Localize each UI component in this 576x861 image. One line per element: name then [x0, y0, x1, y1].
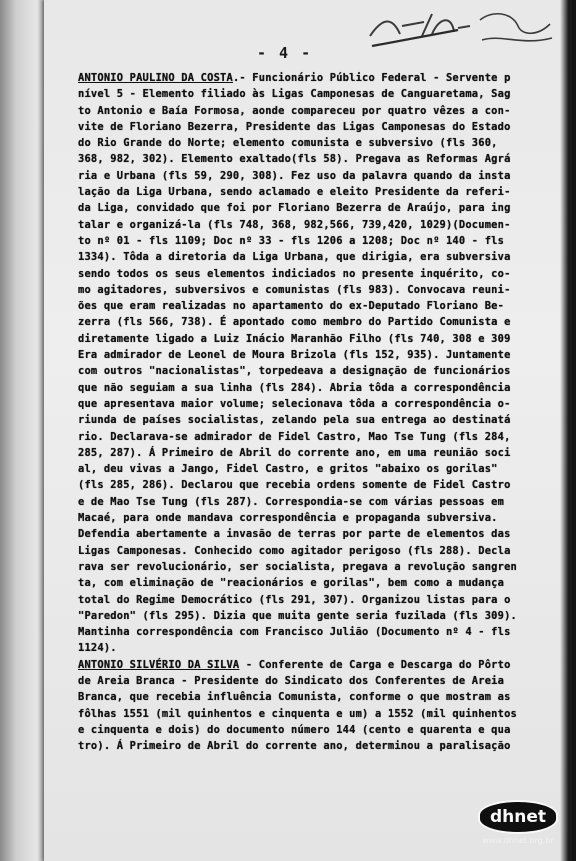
text-line [78, 233, 568, 249]
line-text: que apresentava maior volume; selecionava tôda a correspondência o- [78, 397, 511, 410]
page-number: - 4 - [257, 44, 313, 62]
text-line [78, 543, 568, 559]
line-text: do Rio Grande do Norte; elemento comunista e subversivo (fls 360, [78, 137, 498, 150]
text-line [78, 396, 568, 412]
text-line [78, 689, 568, 705]
line-text: que não seguiam a sua linha (fls 284). Abria tôda a correspondência [78, 381, 511, 394]
text-line [78, 494, 568, 510]
text-line [78, 282, 568, 298]
line-text: 368, 982, 302). Elemento exaltado(fls 58). Pregava as Reformas Agrá [78, 153, 511, 166]
line-text: tro). Á Primeiro de Abril do corrente ano, determinou a paralisação [78, 740, 511, 753]
text-line [78, 575, 568, 591]
line-text: - Conferente de Carga e Descarga do Pôrto [239, 658, 511, 671]
text-line [78, 184, 568, 200]
text-line [78, 738, 568, 754]
line-text: de Areia Branca - Presidente do Sindicato dos Conferentes de Areia [78, 674, 505, 687]
text-line [78, 412, 568, 428]
line-text: diretamente ligado a Luiz Inácio Maranhão Filho (fls 740, 308 e 309 [78, 332, 511, 345]
line-text: lação da Liga Urbana, sendo aclamado e eleito Presidente da referi- [78, 186, 511, 199]
text-line [78, 298, 568, 314]
entry-heading-line [78, 70, 568, 86]
line-text: mo agitadores, subversivos e comunistas (fls 983). Convocava reuni- [78, 283, 511, 296]
line-text: Ligas Camponesas. Conhecido como agitador perigoso (fls 288). Decla [78, 544, 511, 557]
line-text: to nº 01 - fls 1109; Doc nº 33 - fls 1206 a 1208; Doc nº 140 - fls [78, 234, 505, 247]
line-text: da Liga, convidado que foi por Floriano Bezerra de Araújo, para ing [78, 202, 511, 215]
dhnet-logo: dhnet [478, 800, 558, 834]
line-text: "Paredon" (fls 295). Dizia que muita gente seria fuzilada (fls 309). [78, 609, 517, 622]
dhnet-url: www.dhnet.org.br [482, 836, 554, 845]
line-text: Branca, que recebia influência Comunista, conforme o que mostram as [78, 691, 511, 704]
person-name: ANTONIO SILVÉRIO DA SILVA [78, 658, 240, 671]
line-text: e cinquenta e dois) do documento número 144 (cento e quarenta e qua [78, 723, 511, 736]
text-line [78, 103, 568, 119]
text-line [78, 380, 568, 396]
line-text: .- Funcionário Público Federal - Servente p [232, 72, 511, 84]
line-text: 285, 287). Á Primeiro de Abril do corrente ano, em uma reunião soci [78, 446, 511, 459]
line-text: Macaé, para onde mandava correspondência e propaganda subversiva. [78, 512, 498, 525]
line-text: vite de Floriano Bezerra, Presidente das Ligas Camponesas do Estado [78, 120, 511, 133]
text-line [78, 526, 568, 542]
line-text: al, deu vivas a Jango, Fidel Castro, e gritos "abaixo os gorilas" [78, 463, 498, 476]
document-page [44, 0, 572, 861]
text-line [78, 331, 568, 347]
line-text: Mantinha correspondência com Francisco Julião (Documento nº 4 - fls [78, 626, 511, 639]
line-text: fôlhas 1551 (mil quinhentos e cinquenta e um) a 1552 (mil quinhentos [78, 707, 517, 720]
text-line [78, 445, 568, 461]
line-text: nível 5 - Elemento filiado às Ligas Camponesas de Canguaretama, Sag [78, 88, 511, 101]
line-text: riunda de países socialistas, zelando pela sua entrega ao destinatá [78, 414, 511, 427]
dhnet-watermark [478, 800, 558, 850]
document-body [78, 70, 568, 754]
text-line [78, 249, 568, 265]
text-line [78, 119, 568, 135]
person-name: ANTONIO PAULINO DA COSTA [78, 72, 233, 84]
text-line [78, 608, 568, 624]
text-line [78, 363, 568, 379]
text-line [78, 461, 568, 477]
line-text: 1124). [78, 642, 117, 655]
line-text: e de Mao Tse Tung (fls 287). Correspondia-se com várias pessoas em [78, 495, 505, 508]
text-line [78, 673, 568, 689]
text-line [78, 706, 568, 722]
line-text: com outros "nacionalistas", torpedeava a designação de funcionários [78, 365, 511, 378]
line-text: ria e Urbana (fls 59, 290, 308). Fez uso da palavra quando da insta [78, 169, 511, 182]
left-page-edge [0, 0, 46, 861]
line-text: Defendia abertamente a invasão de terras por parte de elementos das [78, 528, 511, 541]
line-text: 1334). Tôda a diretoria da Liga Urbana, que dirigia, era subversiva [78, 251, 511, 264]
text-line [78, 477, 568, 493]
text-line [78, 86, 568, 102]
entry-heading-line [78, 657, 568, 673]
text-line [78, 722, 568, 738]
text-line [78, 200, 568, 216]
text-line [78, 314, 568, 330]
line-text: talar e organizá-la (fls 748, 368, 982,566, 739,420, 1029)(Documen- [78, 218, 511, 231]
line-text: zerra (fls 566, 738). É apontado como membro do Partido Comunista e [78, 316, 511, 329]
text-line [78, 168, 568, 184]
text-line [78, 592, 568, 608]
text-line [78, 266, 568, 282]
text-line [78, 217, 568, 233]
line-text: (fls 285, 286). Declarou que recebia ordens somente de Fidel Castro [78, 479, 511, 492]
text-line [78, 429, 568, 445]
line-text: total do Regime Democrático (fls 291, 307). Organizou listas para o [78, 593, 511, 606]
text-line [78, 135, 568, 151]
text-line [78, 510, 568, 526]
text-line [78, 640, 568, 656]
line-text: ta, com eliminação de "reacionários e gorilas", bem como a mudança [78, 577, 505, 590]
text-line [78, 151, 568, 167]
line-text: rava ser revolucionário, ser socialista, pregava a revolução sangren [78, 560, 517, 573]
line-text: sendo todos os seus elementos indiciados no presente inquérito, co- [78, 267, 511, 280]
text-line [78, 559, 568, 575]
line-text: Era admirador de Leonel de Moura Brizola (fls 152, 935). Juntamente [78, 349, 511, 362]
line-text: to Antonio e Baía Formosa, aonde compareceu por quatro vêzes a con- [78, 104, 511, 117]
line-text: ões que eram realizadas no apartamento do ex-Deputado Floriano Be- [78, 300, 505, 313]
line-text: rio. Declarava-se admirador de Fidel Castro, Mao Tse Tung (fls 284, [78, 430, 511, 443]
text-line [78, 347, 568, 363]
text-line [78, 624, 568, 640]
handwritten-annotation [362, 6, 562, 56]
